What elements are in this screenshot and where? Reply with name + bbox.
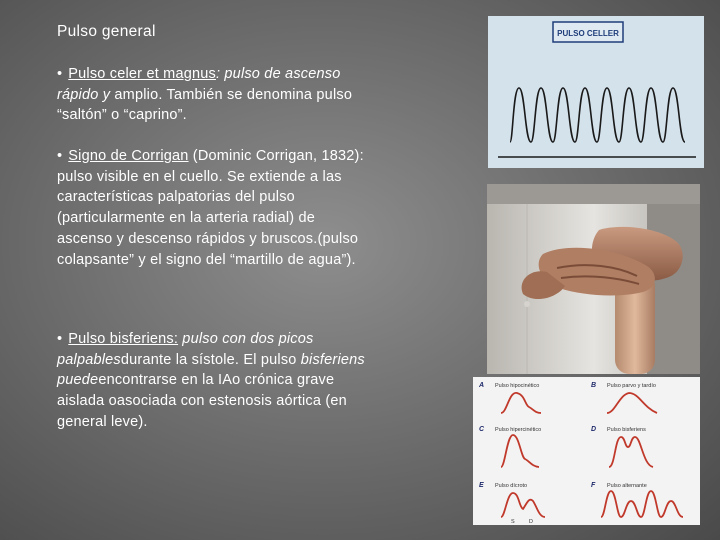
waveform-alternans — [601, 491, 683, 517]
coat-button — [524, 301, 530, 307]
palpation-illustration — [487, 184, 700, 374]
bisferiens-italic-1: pulso con dos picos palpables — [57, 331, 314, 368]
bisferiens-italic-2: bisferiens puede — [57, 351, 365, 389]
waveform-hyperkinetic — [501, 435, 539, 467]
celler-desc-italic: : pulso de ascenso rápido y — [57, 66, 341, 103]
panel-label: Pulso alternante — [607, 483, 647, 489]
bullet-marker: • — [57, 331, 63, 347]
bullet-bisferiens — [57, 329, 367, 433]
mark-d: D — [529, 519, 533, 525]
term-corrigan: Signo de Corrigan — [68, 148, 189, 164]
corrigan-desc: pulso visible en el cuello. Se extiende a las características palpatorias del pulso (particularmente en la arteria radial) de ascenso y descenso rápidos y bruscos.(pulso colapsante” y el signo del “martillo de agua”). — [57, 168, 359, 268]
panel-label: Pulso parvo y tardío — [607, 383, 656, 389]
celler-desc: amplio. También se denomina pulso “saltón” o “caprino”. — [57, 86, 353, 124]
panel-letter: C — [479, 426, 485, 433]
bullet-celler-magnus — [57, 64, 367, 126]
bullet-marker: • — [57, 66, 63, 82]
panel-label: Pulso dícroto — [495, 483, 528, 489]
corrigan-ref: (Dominic Corrigan, 1832): — [188, 148, 364, 164]
bisferiens-normal-1: durante la sístole. El pulso — [120, 351, 301, 368]
panel-label: Pulso hipercinético — [495, 427, 542, 433]
waveform-hypokinetic — [501, 393, 541, 413]
bisferiens-normal-2: encontrarse en la IAo crónica grave aislada oasociada con estenosis aórtica (en general leve). — [57, 372, 347, 430]
waveform-parvus-tardus — [607, 393, 657, 413]
panel-letter: B — [591, 382, 597, 389]
panel-letter: D — [591, 426, 597, 433]
celler-wave — [510, 88, 685, 142]
waveform-dicrotic — [501, 493, 545, 517]
pulse-types-svg — [473, 377, 700, 525]
panel-label: Pulso hipocinético — [495, 383, 540, 389]
celler-waveform-svg — [488, 16, 704, 168]
bullet-marker: • — [57, 148, 63, 164]
pulse-types-figure — [473, 377, 700, 525]
panel-letter: A — [479, 382, 485, 389]
bullet-corrigan — [57, 146, 367, 270]
mark-s: S — [511, 519, 515, 525]
celler-label: PULSO CELLER — [557, 29, 619, 38]
coat-shadow — [487, 184, 700, 204]
term-bisferiens: Pulso bisferiens: — [68, 331, 179, 347]
panel-label: Pulso bisferiens — [607, 427, 646, 433]
pulse-palpation-photo — [487, 184, 700, 374]
panel-letter: E — [479, 482, 484, 489]
slide-title: Pulso general — [57, 23, 156, 40]
celler-waveform-image — [488, 16, 704, 168]
term-celler-magnus: Pulso celer et magnus — [68, 66, 216, 82]
waveform-bisferiens — [609, 437, 653, 467]
panel-letter: F — [591, 482, 596, 489]
